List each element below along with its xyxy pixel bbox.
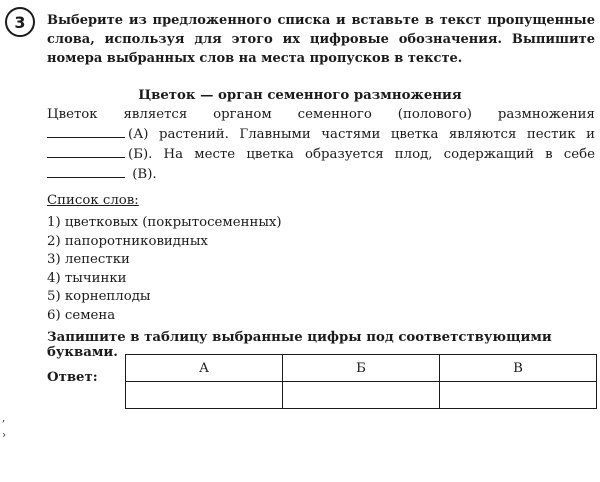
margin-mark: › <box>2 430 6 441</box>
text-word: является <box>123 107 188 122</box>
table-instruction: Запишите в таблицу выбранные цифры под соответствующими буквами. <box>47 330 552 360</box>
word-list-title: Список слов: <box>47 193 139 208</box>
answer-input-row <box>126 382 597 409</box>
answer-label: Ответ: <box>47 370 98 385</box>
answer-column-b: Б <box>283 355 440 382</box>
answer-cell-a[interactable] <box>126 382 283 409</box>
text-word: органом <box>213 107 272 122</box>
answer-cell-b[interactable] <box>283 382 440 409</box>
text-line-2-content: (А) растений. Главными частями цветка являются пестик и <box>128 127 595 142</box>
text-word: размножения <box>497 107 595 122</box>
word-list-item: 5) корнеплоды <box>47 289 151 304</box>
task-instruction: Выберите из предложенного списка и вставьте в текст пропущенные слова, используя для этого их цифровые обозначения. Выпишите номера выбранных слов на места пропусков в тексте. <box>47 13 595 66</box>
text-line-3 <box>47 145 595 165</box>
word-list-item: 6) семена <box>47 307 116 323</box>
answer-column-a: А <box>126 355 283 382</box>
text-title: Цветок — орган семенного размножения <box>138 88 462 103</box>
word-list-item: 1) цветковых (покрытосеменных) <box>47 215 282 230</box>
task-number: 3 <box>14 12 26 32</box>
word-list-item: 4) тычинки <box>47 270 127 286</box>
text-line-1 <box>47 105 595 125</box>
word-list-item: 3) лепестки <box>47 252 130 267</box>
blank-c[interactable] <box>47 165 125 178</box>
answer-header-row <box>126 355 597 382</box>
text-line-4 <box>47 165 595 185</box>
text-word: семенного <box>297 107 372 122</box>
blank-b[interactable] <box>47 145 125 158</box>
text-word: (полового) <box>397 107 472 122</box>
answer-table <box>125 354 597 409</box>
answer-column-c: В <box>440 355 597 382</box>
word-list-item: 2) папоротниковидных <box>47 233 208 249</box>
text-line-2 <box>47 125 595 145</box>
text-line-3-content: (Б). На месте цветка образуется плод, содержащий в себе <box>128 147 595 162</box>
blank-a[interactable] <box>47 125 125 138</box>
text-word: Цветок <box>47 107 98 122</box>
task-number-badge <box>5 7 35 37</box>
answer-cell-c[interactable] <box>440 382 597 409</box>
text-line-4-content: (В). <box>132 167 157 182</box>
word-list <box>47 214 282 325</box>
margin-mark: , <box>2 413 6 424</box>
